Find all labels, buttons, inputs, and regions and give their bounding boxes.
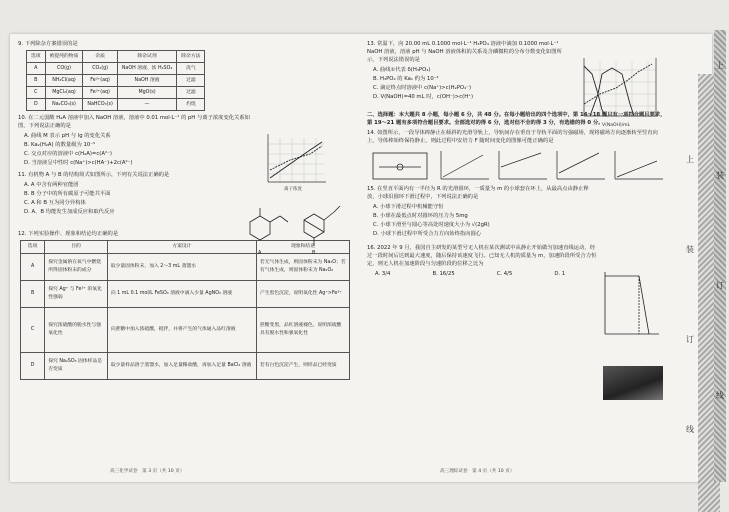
table-cell: A: [27, 63, 46, 75]
curve-m: [270, 142, 322, 178]
question-13-option-a: A. 曲线①代表 δ(H₃PO₄): [373, 67, 431, 73]
table-cell: 探究 Na₂SO₃ 固体样品是否变质: [45, 353, 108, 380]
table-row: [21, 281, 350, 308]
question-13-option-d: D. V(NaOH)=40 mL 时，c(OH⁻)>c(H⁺): [373, 94, 474, 100]
table-cell: 过滤: [177, 75, 205, 87]
binding-label: 装: [686, 245, 694, 254]
table-cell: B: [21, 281, 45, 308]
structure-a-label: A: [258, 250, 262, 256]
structure-b-label: B: [312, 250, 316, 256]
table-cell: —: [117, 99, 176, 111]
question-13-graph-xlabel: V(NaOH)/mL: [602, 123, 631, 128]
table-row: [21, 308, 350, 353]
choice-c-graph: [557, 151, 605, 179]
binding-label: 线: [686, 425, 694, 434]
question-11-option-c: C. A 和 B 互为同分异构体: [24, 200, 86, 206]
table-cell: 探究 Ag⁺ 与 Fe³⁺ 的氧化性强弱: [45, 281, 108, 308]
question-13-option-c: C. 滴定终点时溶液中 c(Na⁺)>c(H₂PO₄⁻): [373, 85, 472, 91]
question-14-stem: 14. 如图所示，一段导体棒静止在倾斜的光滑导轨上，导轨间存在垂直于导轨平面的匀强磁场，现将磁场方向逐渐转至竖直向上，导体棒始终保持静止，则此过程中安培力 F 随时间变化的图像可能正确的是: [367, 130, 658, 144]
outer-binding-label: 订: [716, 281, 724, 290]
table-header: 被提纯的物质: [45, 51, 83, 63]
table-cell: 若有白色沉淀产生，则样品已经变质: [256, 353, 349, 380]
choice-a-graph: [441, 151, 489, 179]
table-row: [27, 87, 205, 99]
outer-binding-label: 装: [716, 171, 724, 180]
table-cell: 产生黑色沉淀，说明氧化性 Ag⁺>Fe³⁺: [256, 281, 349, 308]
question-10-graph: [260, 130, 330, 192]
table-cell: NH₄Cl(aq): [45, 75, 83, 87]
table-cell: D: [21, 353, 45, 380]
left-page: [18, 40, 358, 382]
question-15-option-d: D. 小球下滑过程中所受合力方向始终指向圆心: [373, 231, 482, 237]
table-header: 除杂试剂: [117, 51, 176, 63]
table-cell: 洗气: [177, 63, 205, 75]
table-cell: 向 1 mL 0.1 mol/L FeSO₄ 溶液中滴入少量 AgNO₃ 溶液: [107, 281, 256, 308]
table-cell: MgO(s): [117, 87, 176, 99]
table-header: 现象和结论: [256, 241, 349, 254]
right-page-footer: 高三理综试卷 第 4 页（共 10 页）: [440, 469, 515, 474]
table-header: 选项: [27, 51, 46, 63]
table-header: 杂质: [83, 51, 117, 63]
table-cell: C: [21, 308, 45, 353]
question-16-option-d: D. 1: [554, 271, 566, 277]
question-14-figures: [371, 147, 667, 183]
question-10-graph-label: 离子浓度: [284, 187, 302, 192]
question-13-option-b: B. H₃PO₄ 的 Ka₁ 约为 10⁻²: [373, 76, 439, 82]
choice-d-graph: [615, 151, 663, 179]
table-header-row: [27, 51, 205, 63]
table-cell: 过滤: [177, 87, 205, 99]
question-12-stem: 12. 下列实验操作、现象和结论均正确的是: [18, 231, 119, 237]
question-15-option-c: C. 小球下滑至与圆心等高处时速度大小为 √(2gR): [373, 222, 490, 228]
table-header: 除杂方法: [177, 51, 205, 63]
table-row: [27, 75, 205, 87]
table-cell: C: [27, 87, 46, 99]
table-header: 目的: [45, 241, 108, 254]
question-12-table: [20, 240, 350, 380]
question-15-path: [605, 276, 649, 334]
question-9-stem: 9. 下列除杂方案错误的是: [18, 41, 78, 47]
table-cell: 蔗糖变黑，品红溶液褪色，说明浓硫酸具有脱水性和强氧化性: [256, 308, 349, 353]
right-page: [367, 40, 667, 278]
question-9-table: [26, 50, 205, 111]
table-row: [27, 63, 205, 75]
question-15-option-b: B. 小球在最低点时对圆环的压力为 5mg: [373, 213, 468, 219]
exam-sheet: [10, 34, 712, 482]
question-14-circuit: [373, 153, 427, 179]
curve-2: [590, 68, 634, 116]
question-16-option-a: A. 3/4: [375, 271, 391, 277]
table-cell: 探究金属钠在氧气中燃烧所得固体粉末的成分: [45, 254, 108, 281]
table-cell: 取少量样品溶于蒸馏水，加入足量稀盐酸，再加入足量 BaCl₂ 溶液: [107, 353, 256, 380]
question-11-structures: [236, 200, 346, 258]
question-13-graph: [572, 54, 664, 130]
table-cell: Fe³⁺(aq): [83, 87, 117, 99]
binding-label: 订: [686, 335, 694, 344]
binding-label: 上: [686, 155, 694, 164]
section-2-heading: 二、选择题：本大题共 8 小题，每小题 6 分，共 48 分。在每小题给出的四个选项中，第 14～18 题只有一项符合题目要求，第 19～21 题有多项符合题目要求。全部选对的得 6 分，选对但不全的得 3 分，有选错的得 0 分。: [367, 112, 666, 126]
question-15-option-a: A. 小球下滑过程中机械能守恒: [373, 204, 444, 210]
question-15-figure: [599, 268, 665, 340]
table-cell: 探究浓硫酸的脱水性与强氧化性: [45, 308, 108, 353]
question-11-option-a: A. A 中含有两种官能团: [24, 182, 79, 188]
question-10-stem: 10. 在二元弱酸 H₂A 溶液中加入 NaOH 溶液，溶液中 0.01 mol·L⁻¹ 的 pH 与离子浓度变化关系如图，下列说法正确的是: [18, 115, 250, 129]
table-cell: B: [27, 75, 46, 87]
question-10-option-d: D. 当溶液呈中性时 c(Na⁺)>c(HA⁻)+2c(A²⁻): [24, 160, 133, 166]
question-16-option-b: B. 16/25: [432, 271, 455, 277]
table-cell: NaOH 溶液、浓 H₂SO₄: [117, 63, 176, 75]
question-16-photo: [603, 366, 663, 400]
question-11-option-d: D. A、B 均能发生加成反应和取代反应: [24, 209, 115, 215]
question-16-stem: 16. 2022 年 9 月，我国自主研发的某型号无人机在某次测试中从静止开始做匀加速直线运动，经过一段时间后达到最大速度，随后保持该速度飞行。已知无人机的质量为 m，加速阶段所受合力恒定，则无人机在加速阶段与匀速阶段的位移之比为: [367, 245, 597, 267]
table-cell: NaHCO₃(s): [83, 99, 117, 111]
question-11-option-b: B. B 分子中的所有碳原子可能共平面: [24, 191, 111, 197]
table-cell: 向蔗糖中加入浓硫酸，搅拌，并将产生的气体通入品红溶液: [107, 308, 256, 353]
table-cell: A: [21, 254, 45, 281]
question-10-option-c: C. 交点对应的溶液中 c(H₂A)=c(A²⁻): [24, 151, 112, 157]
structure-a-ring: [250, 216, 270, 240]
table-header: 选项: [21, 241, 45, 254]
choice-b-graph: [499, 151, 547, 179]
outer-binding-label: 线: [716, 391, 724, 400]
left-page-footer: 高三化学试卷 第 3 页（共 10 页）: [110, 469, 185, 474]
table-cell: D: [27, 99, 46, 111]
table-row: [27, 99, 205, 111]
curve-n: [270, 146, 322, 170]
table-cell: 灼烧: [177, 99, 205, 111]
question-16-option-c: C. 4/5: [496, 271, 513, 277]
table-cell: NaOH 溶液: [117, 75, 176, 87]
question-10-option-b: B. Ka₂(H₂A) 的数量级为 10⁻⁵: [24, 142, 96, 148]
table-cell: Na₂CO₃(s): [45, 99, 83, 111]
outer-binding-label: 上: [716, 61, 724, 70]
outer-binding-strip: [714, 30, 726, 482]
question-11-stem: 11. 有机物 A 与 B 的结构简式如图所示，下列有关说法正确的是: [18, 172, 170, 178]
question-10-option-a: A. 曲线 M 表示 pH 与 lg 的变化关系: [24, 133, 111, 139]
table-cell: CO₂(g): [83, 63, 117, 75]
question-15-stem: 15. 在竖直平面内有一半径为 R 的光滑圆环，一质量为 m 的小球套在环上，从最高点由静止释放，小球沿圆环下滑过程中，下列说法正确的是: [367, 186, 589, 200]
table-cell: 取少量固体粉末，加入 2～3 mL 蒸馏水: [107, 254, 256, 281]
table-header: 方案设计: [107, 241, 256, 254]
table-cell: Fe³⁺(aq): [83, 75, 117, 87]
table-cell: 若无气体生成，则固体粉末为 Na₂O；若有气体生成，则固体粉末为 Na₂O₂: [256, 254, 349, 281]
table-cell: MgCl₂(aq): [45, 87, 83, 99]
table-row: [21, 353, 350, 380]
table-cell: CO(g): [45, 63, 83, 75]
question-13-stem: 13. 常温下，向 20.00 mL 0.1000 mol·L⁻¹ H₃PO₄ 溶液中滴加 0.1000 mol·L⁻¹ NaOH 溶液，溶液 pH 与 NaOH 溶液体积的关系及含磷微粒的分布分数变化如图所示，下列说法错误的是: [367, 41, 562, 63]
